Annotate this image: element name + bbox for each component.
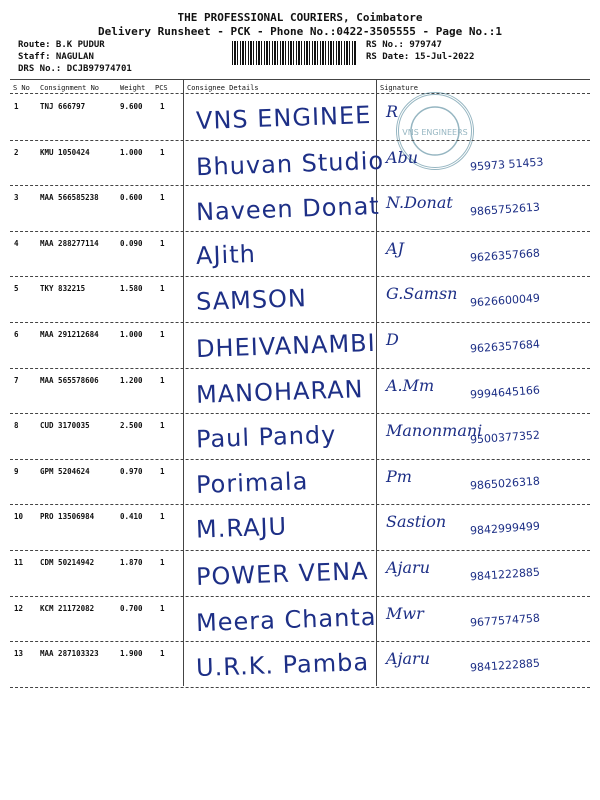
row-pcs: 1 (160, 102, 165, 111)
row-weight: 1.000 (120, 330, 143, 339)
row-pcs: 1 (160, 147, 165, 157)
runsheet-title: Delivery Runsheet - PCK - Phone No.:0422-3505555 - Page No.:1 (98, 25, 502, 38)
signature-phone: 9626357668 (469, 246, 541, 265)
row-consignment-no: PRO 13506984 (40, 512, 95, 522)
signature: Ajaru (386, 649, 431, 669)
consignee-name: Naveen Donat (195, 191, 381, 227)
signature-phone: 9841222885 (469, 656, 541, 675)
consignee-name: MANOHARAN (195, 374, 364, 409)
row-divider (10, 504, 590, 505)
svg-text:VNS ENGINEERS: VNS ENGINEERS (402, 128, 468, 137)
row-sno: 1 (14, 102, 19, 111)
signature: Abu (386, 147, 419, 167)
signature: Manonmani (386, 421, 483, 441)
row-sno: 4 (14, 238, 19, 248)
consignee-name: Bhuvan Studio (195, 146, 385, 181)
consignee-name: U.R.K. Pamba (195, 648, 370, 683)
signature: Sastion (386, 512, 447, 532)
row-weight: 1.900 (120, 649, 143, 659)
row-divider (10, 368, 590, 369)
signature: Ajaru (386, 558, 431, 577)
col-signature: Signature (380, 84, 418, 92)
row-sno: 5 (14, 284, 19, 294)
signature-phone: 9994645166 (469, 383, 541, 402)
row-sno: 9 (14, 466, 19, 476)
row-pcs: 1 (160, 512, 165, 522)
row-consignment-no: CUD 3170035 (40, 421, 90, 431)
signature-phone: 9626357684 (469, 337, 541, 356)
row-pcs: 1 (160, 558, 165, 567)
row-sno: 3 (14, 193, 19, 203)
row-consignment-no: TNJ 666797 (40, 102, 86, 111)
signature-phone: 9841222885 (469, 565, 541, 584)
signature-phone: 9677574758 (469, 611, 541, 630)
row-divider (10, 459, 590, 460)
row-weight: 1.200 (120, 375, 143, 385)
signature: R (386, 102, 399, 121)
staff-label: Staff: NAGULAN (18, 52, 94, 62)
row-sno: 11 (14, 558, 24, 567)
consignee-name: DHEIVANAMBI (195, 328, 377, 364)
row-consignment-no: TKY 832215 (40, 284, 86, 294)
row-weight: 9.600 (120, 102, 143, 111)
col-consignee: Consignee Details (187, 84, 259, 92)
row-weight: 0.410 (120, 512, 143, 522)
row-consignment-no: KMU 1050424 (40, 147, 90, 157)
row-sno: 7 (14, 375, 19, 385)
col-sno: S No (13, 84, 30, 92)
row-sno: 13 (14, 649, 24, 659)
row-sno: 12 (14, 603, 24, 613)
row-pcs: 1 (160, 649, 165, 659)
row-pcs: 1 (160, 193, 165, 203)
signature: Mwr (386, 603, 424, 623)
row-consignment-no: MAA 291212684 (40, 330, 99, 339)
row-pcs: 1 (160, 284, 165, 294)
row-divider (10, 413, 590, 414)
signature-phone: 9865026318 (469, 474, 541, 493)
barcode (232, 41, 356, 65)
signature-phone: 9626600049 (469, 291, 541, 310)
row-pcs: 1 (160, 375, 165, 385)
consignee-name: SAMSON (195, 284, 308, 317)
row-weight: 1.580 (120, 284, 143, 294)
row-divider (10, 596, 590, 597)
signature: D (386, 330, 399, 349)
consignee-name: Paul Pandy (195, 420, 337, 454)
row-divider (10, 276, 590, 277)
row-divider (10, 140, 590, 141)
row-consignment-no: MAA 288277114 (40, 238, 99, 248)
consignee-name: M.RAJU (195, 512, 288, 544)
rs-number: RS No.: 979747 (366, 40, 442, 50)
signature: A.Mm (386, 375, 435, 395)
consignee-name: VNS ENGINEE (195, 100, 372, 136)
row-consignment-no: MAA 565578606 (40, 375, 99, 385)
row-weight: 2.500 (120, 421, 143, 431)
signature-phone: 9842999499 (469, 519, 541, 538)
row-pcs: 1 (160, 421, 165, 431)
row-consignment-no: CDM 50214942 (40, 558, 95, 567)
drs-number: DRS No.: DCJB97974701 (18, 64, 132, 74)
row-divider (10, 687, 590, 688)
rs-date: RS Date: 15-Jul-2022 (366, 52, 475, 62)
consignee-name: POWER VENA (195, 556, 369, 592)
row-pcs: 1 (160, 603, 165, 613)
row-consignment-no: MAA 287103323 (40, 649, 99, 659)
col-weight: Weight (120, 84, 146, 92)
row-consignment-no: MAA 566585238 (40, 193, 99, 203)
row-pcs: 1 (160, 238, 165, 248)
row-divider (10, 550, 590, 551)
row-weight: 1.000 (120, 147, 143, 157)
signature: N.Donat (386, 193, 453, 213)
signature-phone: 95973 51453 (469, 155, 544, 174)
signature-phone: 9865752613 (469, 200, 541, 219)
row-sno: 6 (14, 330, 19, 339)
signature-phone: 9500377352 (469, 428, 541, 447)
row-weight: 0.700 (120, 603, 143, 613)
row-divider (10, 322, 590, 323)
row-divider (10, 185, 590, 186)
row-pcs: 1 (160, 330, 165, 339)
consignee-name: Porimala (195, 466, 309, 499)
row-consignment-no: KCM 21172082 (40, 603, 95, 613)
row-weight: 0.970 (120, 466, 143, 476)
row-divider (10, 231, 590, 232)
row-weight: 0.090 (120, 238, 143, 248)
consignee-name: Meera Chanta (195, 602, 377, 637)
consignee-name: AJith (195, 239, 257, 270)
row-divider (10, 641, 590, 642)
signature: AJ (386, 238, 404, 258)
row-sno: 10 (14, 512, 24, 522)
row-sno: 2 (14, 147, 19, 157)
row-consignment-no: GPM 5204624 (40, 466, 90, 476)
row-weight: 0.600 (120, 193, 143, 203)
row-pcs: 1 (160, 466, 165, 476)
signature: G.Samsn (386, 284, 458, 304)
col-consignment: Consignment No (40, 84, 100, 92)
company-title: THE PROFESSIONAL COURIERS, Coimbatore (177, 11, 423, 24)
row-weight: 1.870 (120, 558, 143, 567)
row-sno: 8 (14, 421, 19, 431)
col-pcs: PCS (155, 84, 168, 92)
signature: Pm (386, 466, 412, 486)
route-label: Route: B.K PUDUR (18, 40, 105, 50)
